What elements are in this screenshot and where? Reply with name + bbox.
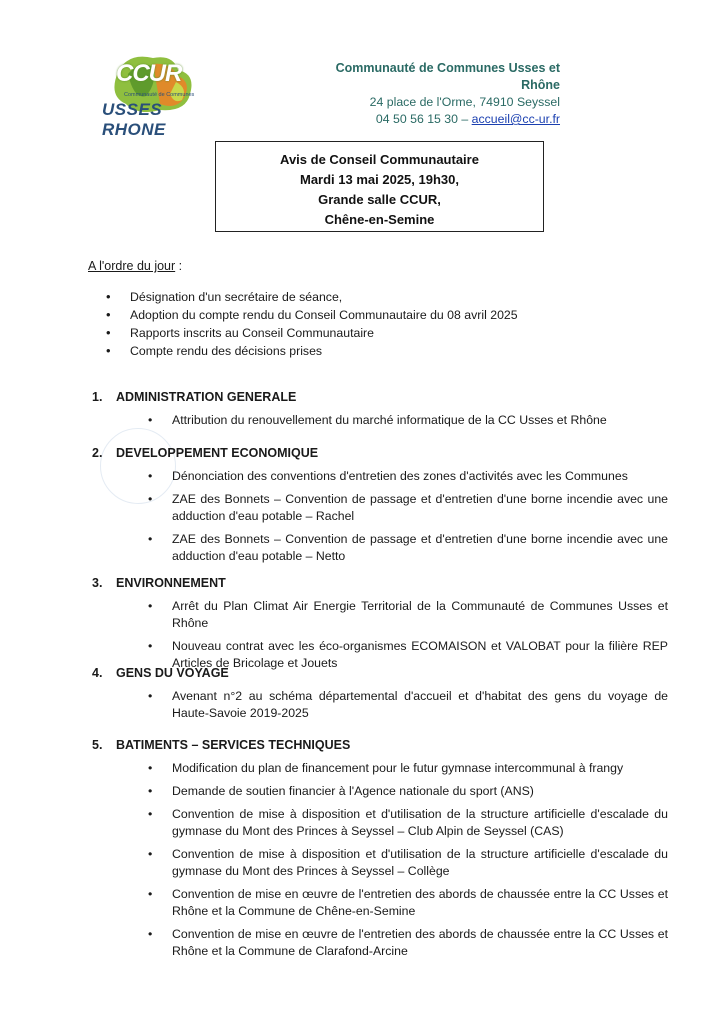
section-title: [92, 666, 672, 684]
section-item: • Dénonciation des conventions d'entretien des zones d'activités avec les Communes: [148, 468, 668, 485]
title-line-2: Mardi 13 mai 2025, 19h30,: [300, 172, 459, 187]
agenda-heading-text: A l'ordre du jour: [88, 259, 176, 273]
agenda-heading: [88, 259, 182, 273]
section-item: • ZAE des Bonnets – Convention de passage et d'entretien d'une borne incendie avec une adduction d'eau potable – Netto: [148, 531, 668, 565]
logo-badge-text: CCUR: [116, 60, 182, 87]
meeting-title-box: [215, 141, 544, 232]
section-items: [148, 760, 668, 960]
section-developpement: [92, 446, 672, 571]
logo-main-text: USSES RHONE: [102, 100, 166, 139]
email-link[interactable]: accueil@cc-ur.fr: [471, 112, 560, 126]
section-item: • Attribution du renouvellement du marché informatique de la CC Usses et Rhône: [148, 412, 668, 429]
section-number: 3.: [92, 576, 103, 590]
section-item: • Demande de soutien financier à l'Agence nationale du sport (ANS): [148, 783, 668, 800]
section-title: [92, 446, 672, 464]
section-title-text: GENS DU VOYAGE: [116, 666, 229, 680]
section-title: [92, 738, 672, 756]
section-environnement: [92, 576, 672, 678]
organization-address: 24 place de l'Orme, 74910 Seyssel: [369, 95, 560, 109]
agenda-item: • Rapports inscrits au Conseil Communautaire: [106, 324, 666, 342]
section-item: • Convention de mise à disposition et d'utilisation de la structure artificielle d'escalade du gymnase du Mont des Princes à Seyssel – Club Alpin de Seyssel (CAS): [148, 806, 668, 840]
agenda-list: [106, 288, 666, 360]
section-title-text: ADMINISTRATION GENERALE: [116, 390, 297, 404]
section-item: • ZAE des Bonnets – Convention de passage et d'entretien d'une borne incendie avec une adduction d'eau potable – Rachel: [148, 491, 668, 525]
section-number: 4.: [92, 666, 103, 680]
phone-number: 04 50 56 15 30 –: [375, 112, 469, 126]
section-title-text: ENVIRONNEMENT: [116, 576, 226, 590]
ccur-logo: [98, 52, 218, 139]
agenda-heading-suffix: :: [175, 259, 183, 273]
section-title-text: BATIMENTS – SERVICES TECHNIQUES: [116, 738, 351, 752]
section-batiments: [92, 738, 672, 966]
agenda-item: • Désignation d'un secrétaire de séance,: [106, 288, 666, 306]
section-items: [148, 468, 668, 565]
agenda-item: • Compte rendu des décisions prises: [106, 342, 666, 360]
section-item: • Modification du plan de financement pour le futur gymnase intercommunal à frangy: [148, 760, 668, 777]
section-item: • Avenant n°2 au schéma départemental d'accueil et d'habitat des gens du voyage de Haute-Savoie 2019-2025: [148, 688, 668, 722]
section-number: 2.: [92, 446, 103, 460]
letterhead: [300, 60, 560, 128]
organization-name: Communauté de Communes Usses et Rhône: [335, 61, 560, 92]
section-items: [148, 688, 668, 722]
section-number: 5.: [92, 738, 103, 752]
section-item: • Convention de mise en œuvre de l'entretien des abords de chaussée entre la CC Usses et Rhône et la Commune de Clarafond-Arcine: [148, 926, 668, 960]
section-item: • Arrêt du Plan Climat Air Energie Territorial de la Communauté de Communes Usses et Rhône: [148, 598, 668, 632]
agenda-item: • Adoption du compte rendu du Conseil Communautaire du 08 avril 2025: [106, 306, 666, 324]
section-item: • Nouveau contrat avec les éco-organismes ECOMAISON et VALOBAT pour la filière REP Articles de Bricolage et Jouets: [148, 638, 668, 672]
section-items: [148, 598, 668, 672]
section-item: • Convention de mise en œuvre de l'entretien des abords de chaussée entre la CC Usses et Rhône et la Commune de Chêne-en-Semine: [148, 886, 668, 920]
title-line-4: Chêne-en-Semine: [324, 212, 435, 227]
section-title: [92, 390, 672, 408]
section-administration: [92, 390, 672, 435]
organization-contact: [300, 111, 560, 128]
section-gens-du-voyage: [92, 666, 672, 728]
section-title: [92, 576, 672, 594]
title-line-1: Avis de Conseil Communautaire: [280, 152, 479, 167]
logo-sub-text: Communauté de Communes: [124, 92, 195, 98]
section-title-text: DEVELOPPEMENT ECONOMIQUE: [116, 446, 319, 460]
section-items: [148, 412, 668, 429]
title-line-3: Grande salle CCUR,: [318, 192, 441, 207]
section-item: • Convention de mise à disposition et d'utilisation de la structure artificielle d'escalade du gymnase du Mont des Princes à Seyssel – Collège: [148, 846, 668, 880]
section-number: 1.: [92, 390, 103, 404]
